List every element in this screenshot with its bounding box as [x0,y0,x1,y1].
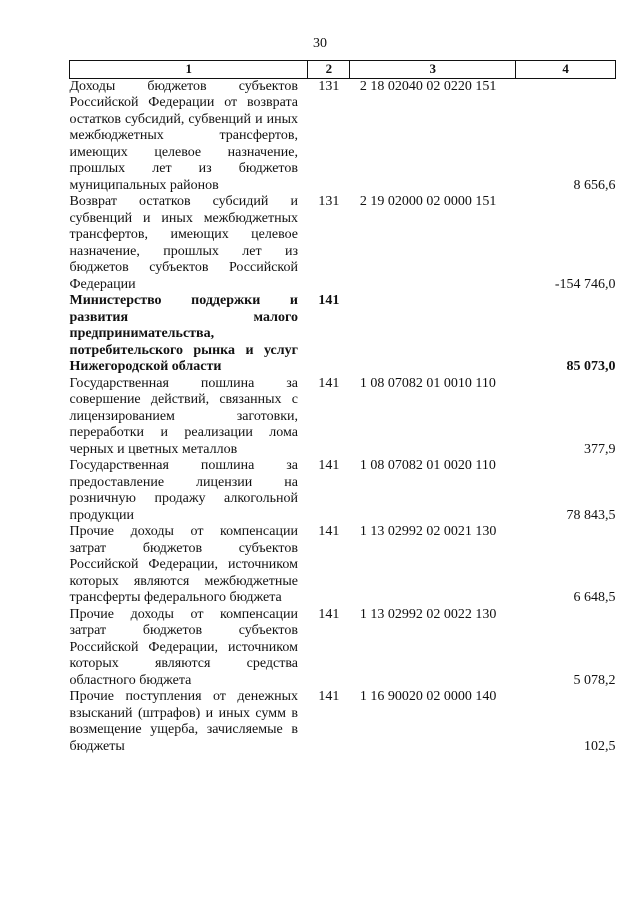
row-kbk: 1 13 02992 02 0022 130 [359,606,497,622]
row-description: Прочие доходы от компенсации затрат бюджетов субъектов Российской Федерации, источником которых являются средства областного бюджета [69,606,298,688]
row-kbk [350,293,516,376]
table-row-section-heading [70,293,616,376]
row-kbk: 1 16 90020 02 0000 140 [359,689,497,704]
table-row [70,607,616,690]
row-kbk: 1 08 07082 01 0010 110 [359,375,496,391]
row-amount: 78 843,5 [566,507,616,523]
row-admin-code: 131 [318,78,340,94]
row-amount: 5 078,2 [573,672,616,688]
row-kbk: 1 08 07082 01 0020 110 [359,458,496,473]
page-number: 30 [313,36,327,51]
row-description: Доходы бюджетов субъектов Российской Федерации от возврата остатков субсидий, субвенций и иных межбюджетных трансфертов, имеющих целевое назначение, прошлых лет из бюджетов муниципальных районов [69,78,298,193]
column-header-admin-code: 2 [308,61,350,79]
row-admin-code: 141 [318,293,340,308]
column-header-kbk: 3 [350,61,516,79]
row-amount: -154 746,0 [554,276,616,292]
row-amount: 8 656,6 [573,177,616,193]
row-amount: 102,5 [584,738,616,754]
column-header-description: 1 [70,61,308,79]
row-amount: 85 073,0 [566,359,616,374]
row-admin-code: 141 [318,375,340,391]
row-kbk: 2 19 02000 02 0000 151 [359,194,497,209]
revenue-table [69,60,616,755]
row-admin-code: 131 [318,194,340,209]
row-description: Прочие поступления от денежных взысканий (штрафов) и иных сумм в возмещение ущерба, зачисляемые в бюджеты [69,689,298,754]
table-row [70,689,616,755]
row-description: Прочие доходы от компенсации затрат бюджетов субъектов Российской Федерации, источником которых являются межбюджетные трансферты федерального бюджета [69,524,298,605]
row-description: Государственная пошлина за совершение действий, связанных с лицензированием заготовки, переработки и реализации лома черных и цветных металлов [69,375,298,457]
row-admin-code: 141 [318,606,340,622]
row-kbk: 1 13 02992 02 0021 130 [359,524,497,539]
row-kbk: 2 18 02040 02 0220 151 [359,78,497,94]
row-admin-code: 141 [318,689,340,704]
row-amount: 377,9 [584,441,616,457]
row-admin-code: 141 [318,458,340,473]
table-row [70,524,616,607]
row-description: Государственная пошлина за предоставление лицензии на розничную продажу алкогольной продукции [69,458,298,523]
row-description: Возврат остатков субсидий и субвенций и иных межбюджетных трансфертов, имеющих целевое назначение, прошлых лет из бюджетов субъектов Российской Федерации [69,194,298,292]
row-amount: 6 648,5 [573,590,616,605]
table-row [70,78,616,194]
table-row [70,458,616,524]
row-description: Министерство поддержки и развития малого предпринимательства, потребительского рынка и услуг Нижегородской области [69,293,298,374]
table-header-row [70,61,616,79]
table-row [70,194,616,293]
row-admin-code: 141 [318,524,340,539]
column-header-amount: 4 [516,61,616,79]
table-row [70,376,616,459]
